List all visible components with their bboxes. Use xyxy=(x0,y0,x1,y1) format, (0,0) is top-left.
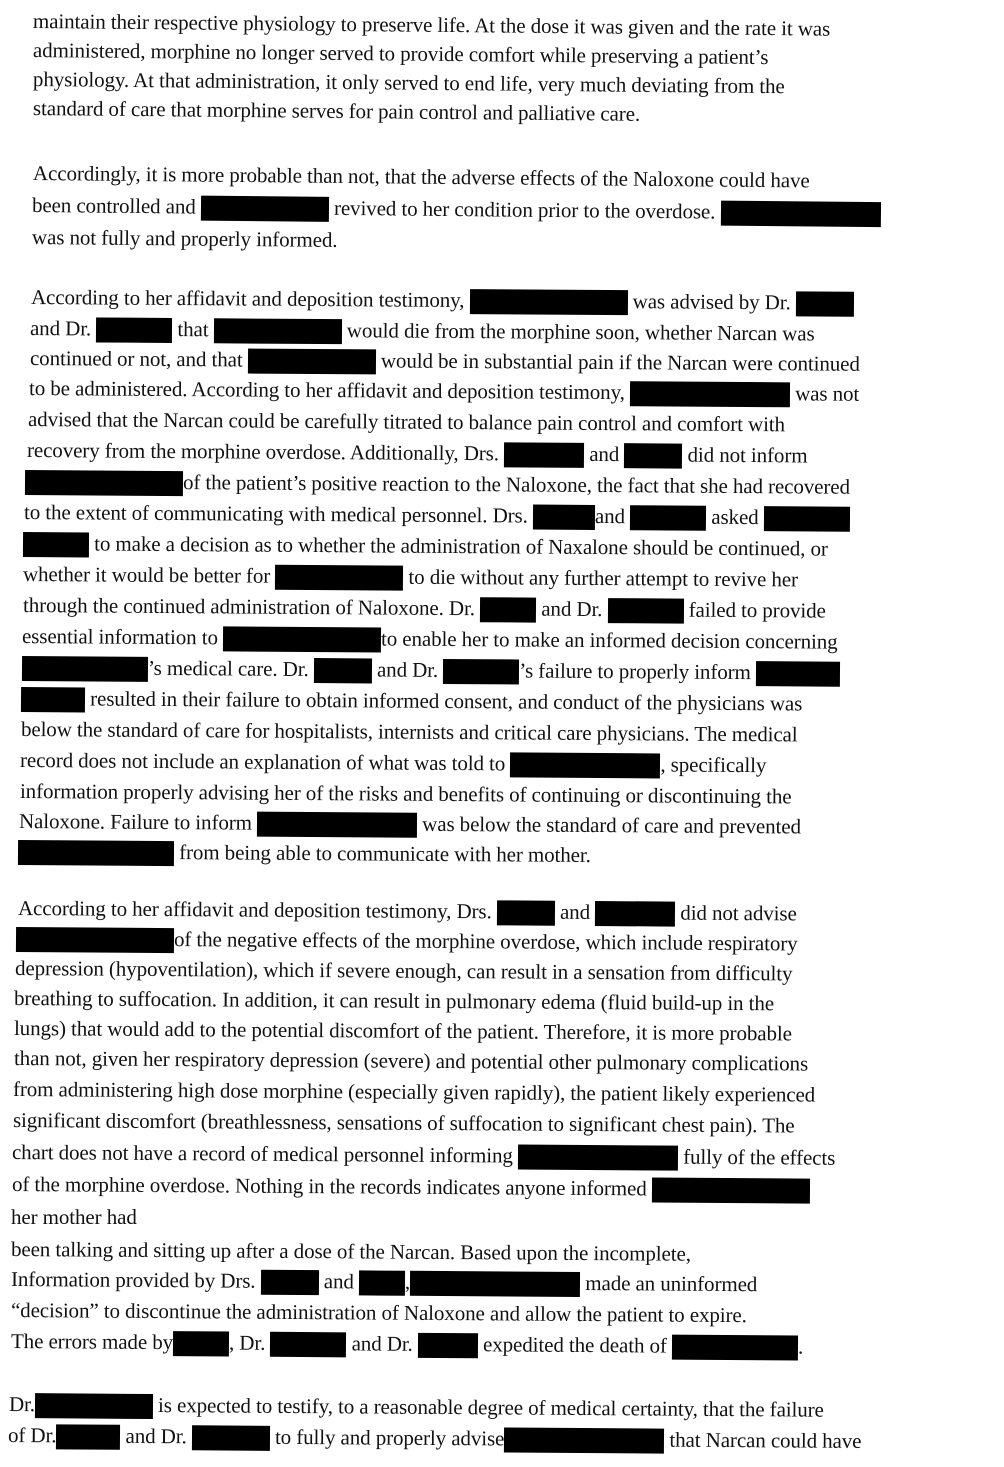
text-line: physiology. At that administration, it only served to end life, very much deviating from the xyxy=(32,67,785,99)
text-line: The errors made by , Dr. and Dr. expedited the death of . xyxy=(10,1329,804,1359)
redaction-bar xyxy=(796,291,854,316)
redaction-bar xyxy=(510,752,660,778)
text-line: her mother had xyxy=(11,1205,137,1229)
redaction-bar xyxy=(35,1393,153,1419)
text-line: from being able to communicate with her mother. xyxy=(18,838,591,869)
redaction-bar xyxy=(652,1177,810,1203)
text-line: advised that the Narcan could be carefully titrated to balance pain control and comfort with xyxy=(27,407,786,437)
redaction-bar xyxy=(214,318,342,344)
redaction-bar xyxy=(201,196,329,222)
redaction-bar xyxy=(173,1331,229,1356)
text-line: breathing to suffocation. In addition, it can result in pulmonary edema (fluid build-up in the xyxy=(13,986,775,1016)
text-line: standard of care that morphine serves for pain control and palliative care. xyxy=(32,96,641,126)
text-line: than not, given her respiratory depression (severe) and potential other pulmonary complications xyxy=(13,1046,809,1076)
text-line: and Dr. that would die from the morphine soon, whether Narcan was xyxy=(29,316,815,346)
redaction-bar xyxy=(223,626,381,652)
text-line: below the standard of care for hospitalists, internists and critical care physicians. The medical xyxy=(20,717,798,747)
text-line: record does not include an explanation of what was told to , specifically xyxy=(19,748,767,778)
redaction-bar xyxy=(261,1270,319,1295)
redaction-bar xyxy=(630,381,790,407)
redaction-bar xyxy=(56,1424,120,1449)
text-line: administered, morphine no longer served to provide comfort while preserving a patient’s xyxy=(32,38,769,70)
text-line: “decision” to discontinue the administration of Naloxone and allow the patient to expire. xyxy=(10,1298,747,1328)
redaction-bar xyxy=(275,565,403,591)
text-line: essential information to to enable her to make an informed decision concerning xyxy=(21,624,838,654)
redaction-bar xyxy=(469,289,627,315)
text-line: significant discomfort (breathlessness, sensations of suffocation to significant chest pain). The xyxy=(12,1108,795,1138)
redaction-bar xyxy=(25,470,183,496)
text-line: through the continued administration of Naloxone. Dr. and Dr. failed to provide xyxy=(22,593,826,623)
redaction-bar xyxy=(480,597,536,622)
redaction-bar xyxy=(504,1427,664,1453)
text-line: According to her affidavit and deposition testimony, was advised by Dr. xyxy=(31,284,854,317)
text-line: information properly advising her of the risks and benefits of continuing or discontinuing the xyxy=(19,779,792,809)
redaction-bar xyxy=(443,659,519,685)
redaction-bar xyxy=(418,1333,478,1358)
redaction-bar xyxy=(624,443,682,468)
text-line: Dr. is expected to testify, to a reasonable degree of medical certainty, that the failure xyxy=(8,1392,824,1422)
redaction-bar xyxy=(764,506,850,532)
redaction-bar xyxy=(96,317,172,343)
redaction-bar xyxy=(257,812,417,838)
text-line: maintain their respective physiology to preserve life. At the dose it was given and the rate it was xyxy=(32,9,831,41)
text-line: According to her affidavit and deposition testimony, Drs. and did not advise xyxy=(17,896,797,926)
text-line: resulted in their failure to obtain informed consent, and conduct of the physicians was xyxy=(21,685,802,717)
text-line: of Dr. and Dr. to fully and properly advise that Narcan could have xyxy=(7,1423,862,1453)
redaction-bar xyxy=(410,1271,580,1297)
redaction-bar xyxy=(21,687,85,712)
text-line: depression (hypoventilation), which if severe enough, can result in a sensation from difficulty xyxy=(14,956,793,986)
text-line: lungs) that would add to the potential discomfort of the patient. Therefore, it is more probable xyxy=(13,1016,792,1046)
redaction-bar xyxy=(314,658,372,683)
text-line: continued or not, and that would be in substantial pain if the Narcan were continued xyxy=(29,346,860,376)
redaction-bar xyxy=(630,505,706,531)
text-line: from administering high dose morphine (especially given rapidly), the patient likely experienced xyxy=(12,1077,816,1107)
text-line: of the negative effects of the morphine overdose, which include respiratory xyxy=(16,925,798,957)
redaction-bar xyxy=(18,840,174,866)
redaction-bar xyxy=(756,661,840,687)
redaction-bar xyxy=(504,442,584,468)
redaction-bar xyxy=(497,900,555,925)
text-line: been talking and sitting up after a dose of the Narcan. Based upon the incomplete, xyxy=(10,1237,691,1266)
redaction-bar xyxy=(22,656,148,682)
redaction-bar xyxy=(16,927,174,953)
redaction-bar xyxy=(359,1270,405,1295)
redaction-bar xyxy=(192,1425,270,1451)
text-line: to the extent of communicating with medical personnel. Drs. and asked xyxy=(24,499,850,532)
text-line: Naloxone. Failure to inform was below the standard of care and prevented xyxy=(18,809,801,839)
text-line: chart does not have a record of medical personnel informing fully of the effects xyxy=(11,1140,836,1170)
redaction-bar xyxy=(720,201,880,228)
text-line: Accordingly, it is more probable than not, that the adverse effects of the Naloxone could have xyxy=(32,161,810,193)
redaction-bar xyxy=(518,1145,678,1171)
text-line: been controlled and revived to her condition prior to the overdose. xyxy=(32,192,881,227)
redaction-bar xyxy=(248,349,376,375)
text-line: whether it would be better for to die without any further attempt to revive her xyxy=(22,562,798,592)
redaction-bar xyxy=(607,598,683,624)
text-line: was not fully and properly informed. xyxy=(31,225,338,252)
text-line: ’s medical care. Dr. and Dr. ’s failure to properly inform xyxy=(22,654,840,687)
text-line: to make a decision as to whether the administration of Naxalone should be continued, or xyxy=(23,530,828,563)
text-line: of the patient’s positive reaction to the Naloxone, the fact that she had recovered xyxy=(25,468,850,501)
text-line: recovery from the morphine overdose. Additionally, Drs. and did not inform xyxy=(26,438,808,468)
redaction-bar xyxy=(533,505,595,530)
redaction-bar xyxy=(595,901,675,927)
text-line: of the morphine overdose. Nothing in the records indicates anyone informed xyxy=(12,1171,810,1204)
text-line: Information provided by Drs. and , made an uninformed xyxy=(10,1267,758,1297)
redaction-bar xyxy=(270,1332,346,1358)
text-line: to be administered. According to her affidavit and deposition testimony, was not xyxy=(28,376,860,406)
redaction-bar xyxy=(672,1335,798,1361)
redaction-bar xyxy=(23,532,89,557)
